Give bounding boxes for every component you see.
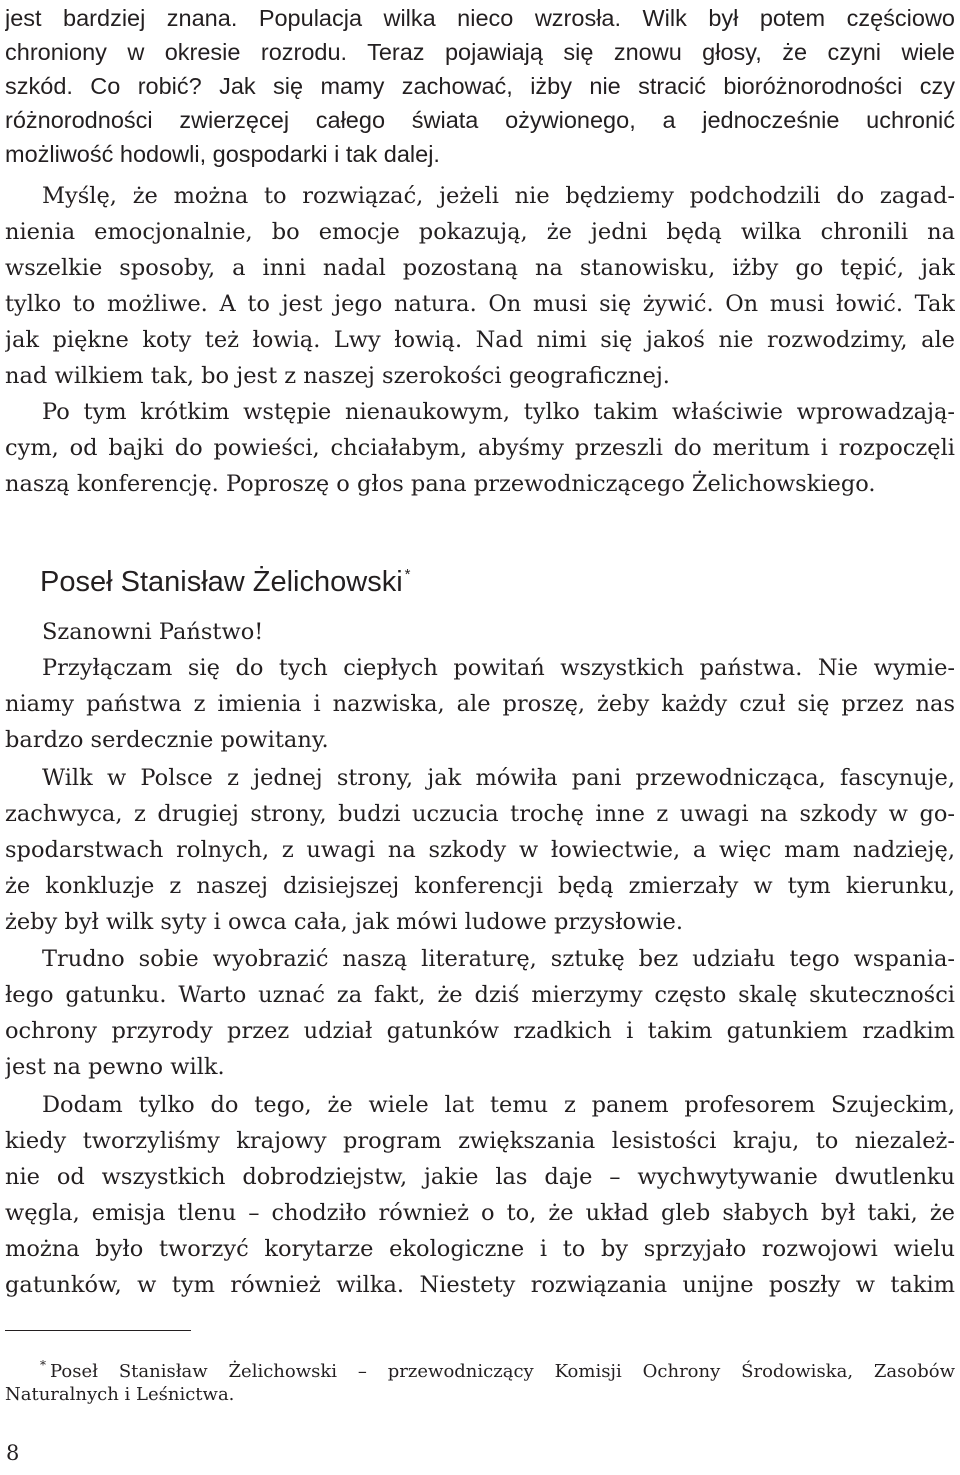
paragraph-line: jest na pewno wilk. — [5, 1054, 225, 1080]
paragraph-line: bardzo serdecznie powitany. — [5, 727, 329, 753]
paragraph-line: nad wilkiem tak, bo jest z naszej szerokości geograficznej. — [5, 363, 670, 389]
footnote-divider — [5, 1330, 191, 1331]
paragraph-line: niamy państwa z imienia i nazwiska, ale proszę, żeby każdy czuł się przez nas — [5, 691, 955, 717]
paragraph-line: Trudno sobie wyobrazić naszą literaturę, sztukę bez udziału tego wspania- — [42, 946, 955, 972]
paragraph-line: Wilk w Polsce z jednej strony, jak mówiła pani przewodnicząca, fascynuje, — [42, 765, 955, 791]
footnote-text: Poseł Stanisław Żelichowski – przewodniczący Komisji Ochrony Środowiska, Zasobów — [50, 1361, 955, 1382]
paragraph-line: Przyłączam się do tych ciepłych powitań wszystkich państwa. Nie wymie- — [42, 655, 955, 681]
paragraph-line: szkód. Co robić? Jak się mamy zachować, iżby nie stracić bioróżnorodności czy — [5, 73, 955, 99]
paragraph-line: Myślę, że można to rozwiązać, jeżeli nie będziemy podchodzili do zagad- — [42, 183, 955, 209]
paragraph-line: możliwość hodowli, gospodarki i tak dalej. — [5, 141, 440, 167]
footnote-mark: * — [40, 1358, 46, 1372]
paragraph-line: kiedy tworzyliśmy krajowy program zwiększania lesistości kraju, to niezależ- — [5, 1128, 955, 1154]
paragraph-line: zachwyca, z drugiej strony, budzi uczucia trochę inne z uwagi na szkody w go- — [5, 801, 955, 827]
greeting: Szanowni Państwo! — [42, 619, 264, 645]
paragraph-line: gatunków, w tym również wilka. Niestety rozwiązania unijne poszły w takim — [5, 1272, 955, 1298]
paragraph-line: węgla, emisja tlenu – chodziło również o to, że układ gleb słabych był taki, że — [5, 1200, 955, 1226]
paragraph-line: cym, od bajki do powieści, chciałabym, abyśmy przeszli do meritum i rozpoczęli — [5, 435, 955, 461]
paragraph-line: że konkluzje z naszej dzisiejszej konferencji będą zmierzały w tym kierunku, — [5, 873, 955, 899]
paragraph-line: nie od wszystkich dobrodziejstw, jakie las daje – wychwytywanie dwutlenku — [5, 1164, 955, 1190]
footnote-marker: * — [404, 566, 411, 583]
speaker-name: Poseł Stanisław Żelichowski — [40, 566, 403, 598]
paragraph-line: ochrony przyrody przez udział gatunków rzadkich i takim gatunkiem rzadkim — [5, 1018, 955, 1044]
paragraph-line: jest bardziej znana. Populacja wilka nieco wzrosła. Wilk był potem częściowo — [5, 5, 955, 31]
paragraph-line: różnorodności zwierzęcej całego świata ożywionego, a jednocześnie uchronić — [5, 107, 955, 133]
paragraph-line: łego gatunku. Warto uznać za fakt, że dziś mierzymy często skalę skuteczności — [5, 982, 955, 1008]
section-heading — [40, 555, 411, 602]
paragraph-line: wszelkie sposoby, a inni nadal pozostaną na stanowisku, iżby go tępić, jak — [5, 255, 955, 281]
paragraph-line: Po tym krótkim wstępie nienaukowym, tylko takim właściwie wprowadzają- — [42, 399, 955, 425]
paragraph-line: jak piękne koty też łowią. Lwy łowią. Nad nimi się jakoś nie rozwodzimy, ale — [5, 327, 955, 353]
paragraph-line: spodarstwach rolnych, z uwagi na szkody w łowiectwie, a więc mam nadzieję, — [5, 837, 955, 863]
footnote-line: Naturalnych i Leśnictwa. — [5, 1384, 235, 1405]
paragraph-line: tylko to możliwe. A to jest jego natura. On musi się żywić. On musi łowić. Tak — [5, 291, 955, 317]
paragraph-line: można było tworzyć korytarze ekologiczne i to by sprzyjało rozwojowi wielu — [5, 1236, 955, 1262]
paragraph-line: żeby był wilk syty i owca cała, jak mówi ludowe przysłowie. — [5, 909, 684, 935]
paragraph-line: Dodam tylko do tego, że wiele lat temu z panem profesorem Szujeckim, — [42, 1092, 955, 1118]
page-number: 8 — [6, 1441, 20, 1465]
paragraph-line: nienia emocjonalnie, bo emocje pokazują, że jedni będą wilka chronili na — [5, 219, 955, 245]
paragraph-line: naszą konferencję. Poproszę o głos pana przewodniczącego Żelichowskiego. — [5, 471, 876, 497]
paragraph-line: chroniony w okresie rozrodu. Teraz pojawiają się znowu głosy, że czyni wiele — [5, 39, 955, 65]
